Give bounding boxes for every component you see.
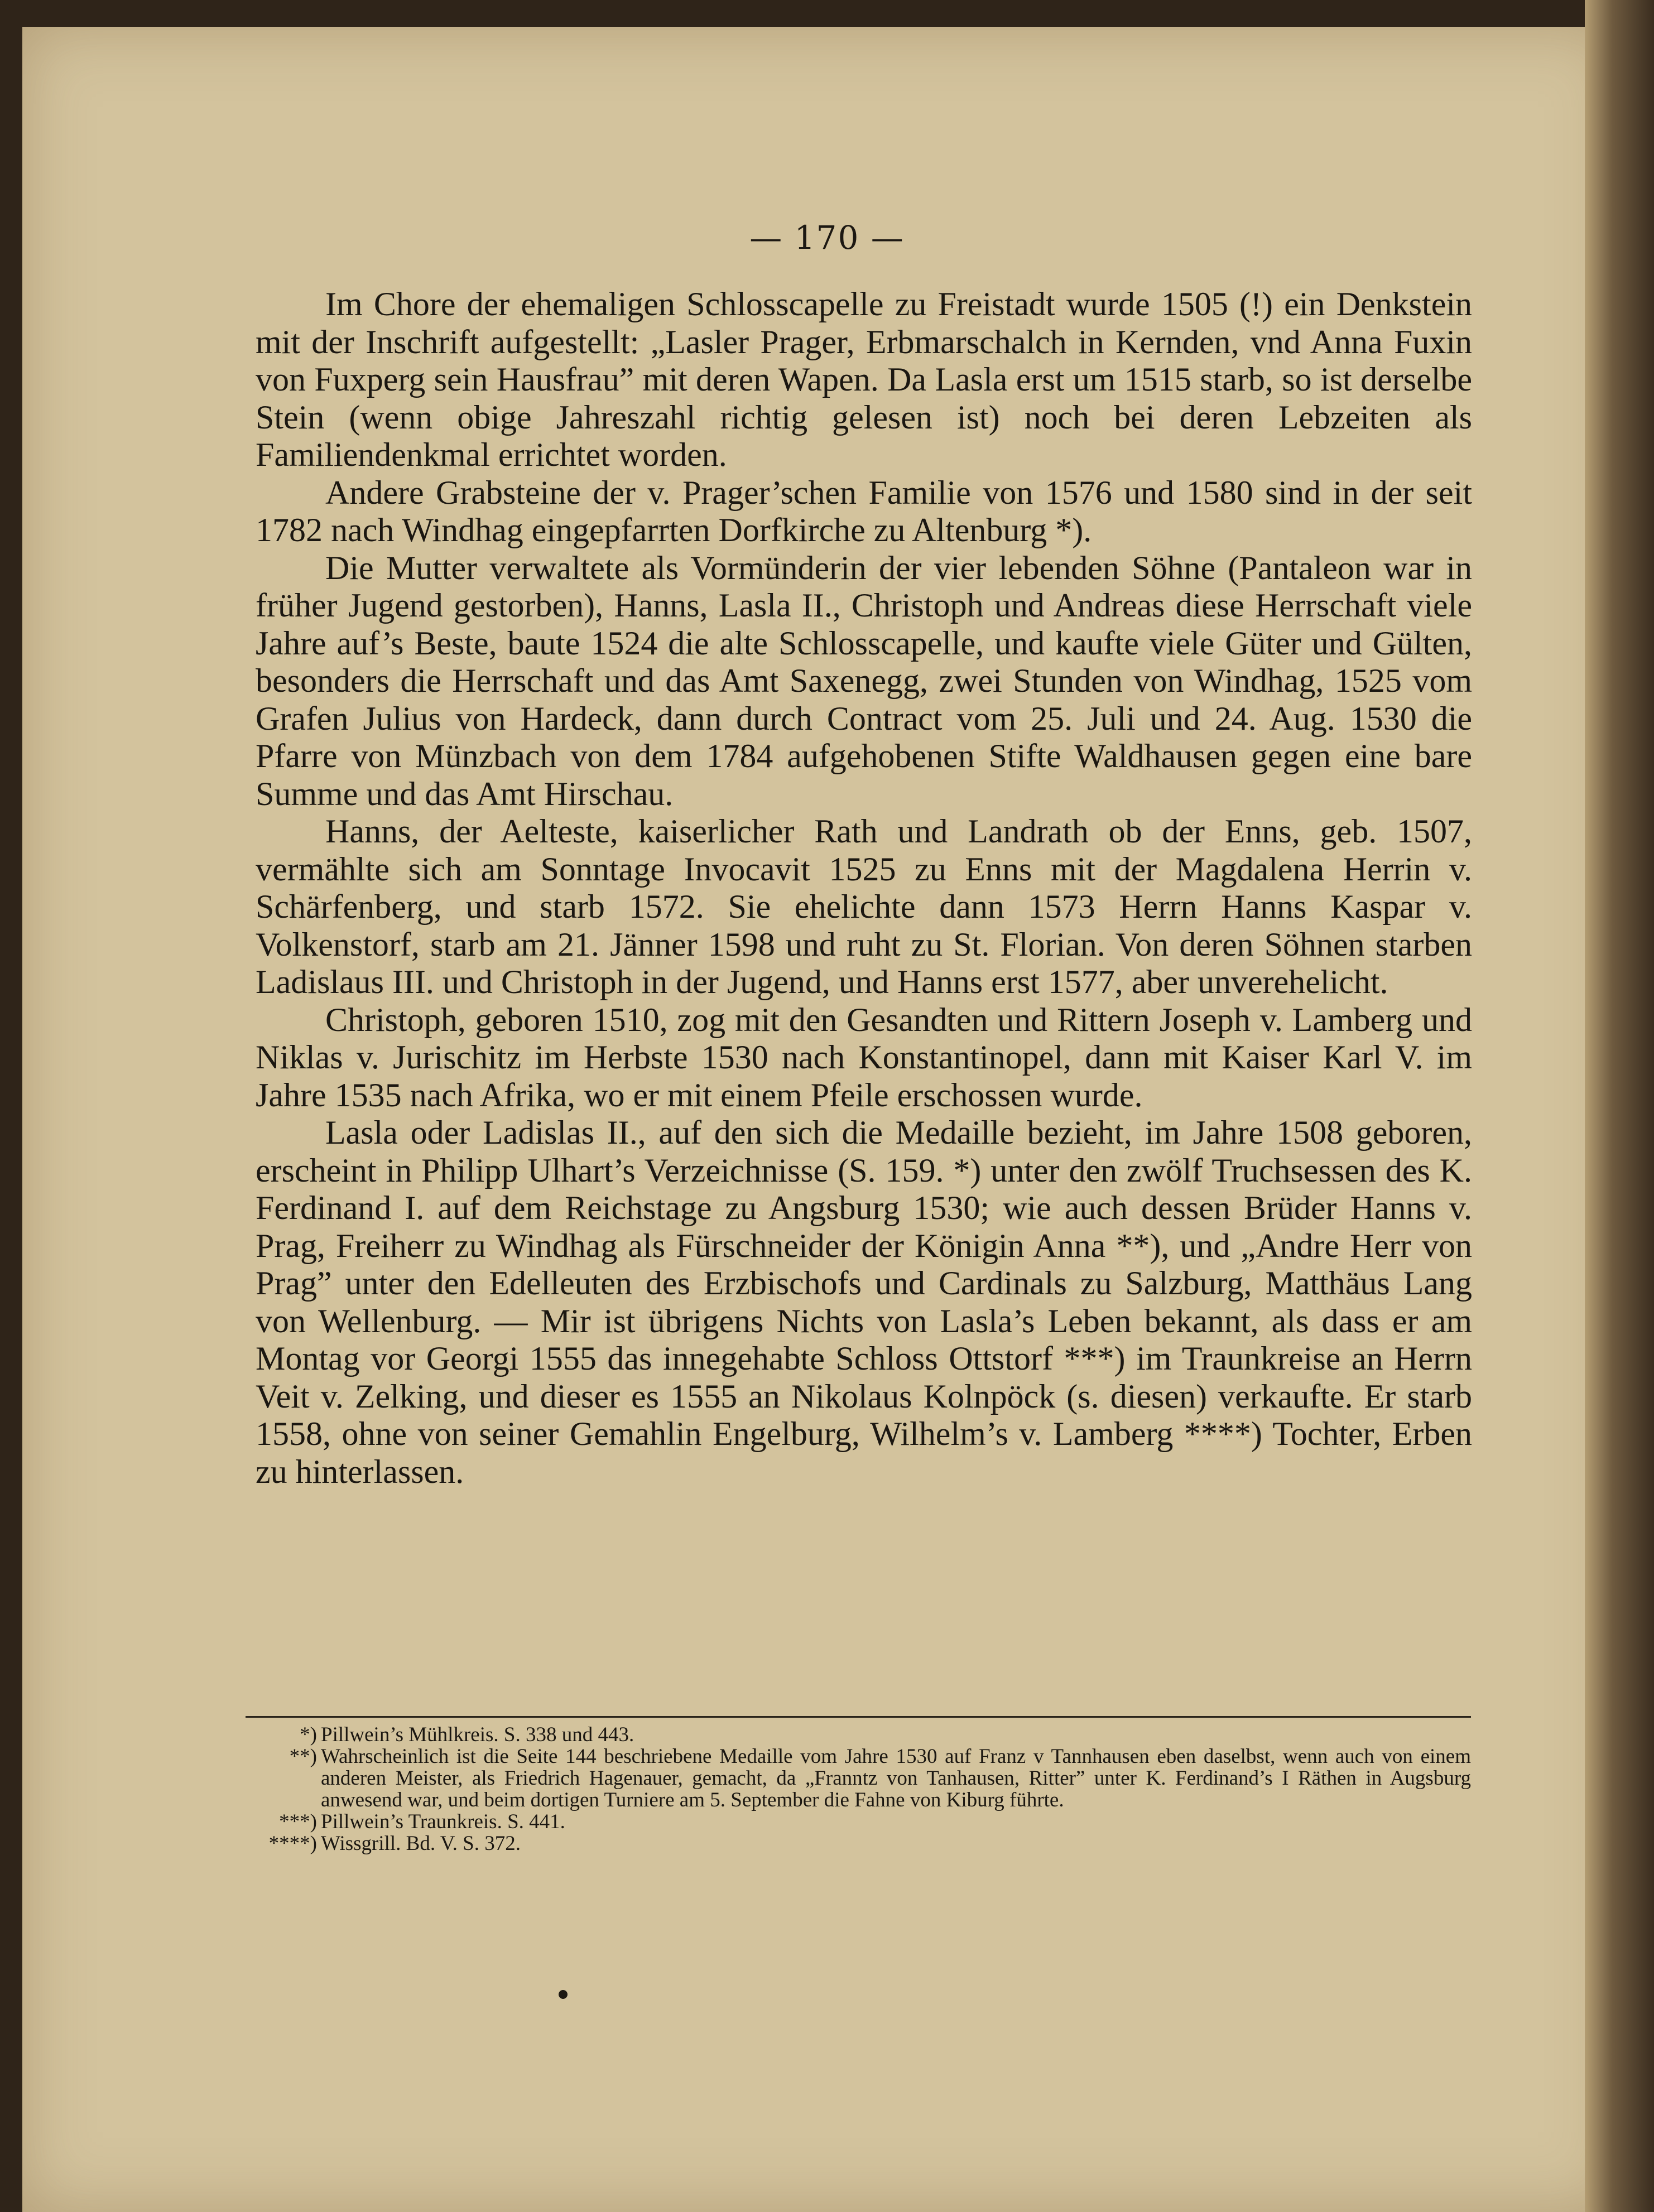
paragraph-1: Im Chore der ehemaligen Schlosscapelle zu Freistadt wurde 1505 (!) ein Denkstein mit der Inschrift aufgestellt: „Lasler Prager, Erbmarschalch in Kernden, vnd Anna Fuxin von Fuxperg sein Hausfrau” mit deren Wapen. Da Lasla erst um 1515 starb, so ist derselbe Stein (wenn obige Jahreszahl richtig gelesen ist) noch bei deren Lebzeiten als Familiendenkmal errichtet worden.: [256, 286, 1472, 473]
paragraph-3: Die Mutter verwaltete als Vormünderin der vier lebenden Söhne (Pantaleon war in früher Jugend gestorben), Hanns, Lasla II., Christoph und Andreas diese Herrschaft viele Jahre auf’s Beste, baute 1524 die alte Schlosscapelle, und kaufte viele Güter und Gülten, besonders die Herrschaft und das Amt Saxenegg, zwei Stunden von Windhag, 1525 vom Grafen Julius von Hardeck, dann durch Contract vom 25. Juli und 24. Aug. 1530 die Pfarre von Münzbach von dem 1784 aufgehobenen Stifte Waldhausen gegen eine bare Summe und das Amt Hirschau.: [256, 549, 1472, 812]
paragraph-4: Hanns, der Aelteste, kaiserlicher Rath und Landrath ob der Enns, geb. 1507, vermählte sich am Sonntage Invocavit 1525 zu Enns mit der Magdalena Herrin v. Schärfenberg, und starb 1572. Sie ehelichte dann 1573 Herrn Hanns Kaspar v. Volkenstorf, starb am 21. Jänner 1598 und ruht zu St. Florian. Von deren Söhnen starben Ladislaus III. und Christoph in der Jugend, und Hanns erst 1577, aber unverehelicht.: [256, 813, 1472, 1000]
footnote-text: Wissgrill. Bd. V. S. 372.: [321, 1832, 521, 1855]
footnote-4: [246, 1833, 1471, 1854]
footnote-text: Pillwein’s Mühlkreis. S. 338 und 443.: [321, 1723, 634, 1746]
footnote-1: [246, 1724, 1471, 1746]
footnote-mark: *): [300, 1723, 317, 1746]
paragraph-6: Lasla oder Ladislas II., auf den sich die Medaille bezieht, im Jahre 1508 geboren, erscheint in Philipp Ulhart’s Verzeichnisse (S. 159. *) unter den zwölf Truchsessen des K. Ferdinand I. auf dem Reichstage zu Angsburg 1530; wie auch dessen Brüder Hanns v. Prag, Freiherr zu Windhag als Fürschneider der Königin Anna **), und „Andre Herr von Prag” unter den Edelleuten des Erzbischofs und Cardinals zu Salzburg, Matthäus Lang von Wellenburg. — Mir ist übrigens Nichts von Lasla’s Leben bekannt, als dass er am Montag vor Georgi 1555 das innegehabte Schloss Ottstorf ***) im Traunkreise an Herrn Veit v. Zelking, und dieser es 1555 an Nikolaus Kolnpöck (s. diesen) verkaufte. Er starb 1558, ohne von seiner Gemahlin Engelburg, Wilhelm’s v. Lamberg ****) Tochter, Erben zu hinterlassen.: [256, 1114, 1472, 1490]
footnote-mark: **): [289, 1745, 317, 1768]
page-number: — 170 —: [749, 219, 905, 257]
footnote-text: Pillwein’s Traunkreis. S. 441.: [321, 1810, 565, 1833]
book-binding-edge: [1585, 0, 1654, 2212]
ink-dot: [559, 1990, 568, 1999]
footnote-mark: ****): [268, 1832, 317, 1855]
footnote-2: [246, 1746, 1471, 1811]
footnotes: [246, 1724, 1471, 1854]
footnote-text: Wahrscheinlich ist die Seite 144 beschriebene Medaille vom Jahre 1530 auf Franz v Tannhausen eben daselbst, wenn auch von einem anderen Meister, als Friedrich Hagenauer, gemacht, da „Franntz von Tanhausen, Ritter” unter K. Ferdinand’s I Räthen in Augsburg anwesend war, und beim dortigen Turniere am 5. September die Fahne von Kiburg führte.: [321, 1745, 1471, 1811]
paragraph-2: Andere Grabsteine der v. Prager’schen Familie von 1576 und 1580 sind in der seit 1782 nach Windhag eingepfarrten Dorfkirche zu Altenburg *).: [256, 474, 1472, 548]
footnote-3: [246, 1811, 1471, 1833]
footnote-divider: [246, 1716, 1471, 1718]
paragraph-5: Christoph, geboren 1510, zog mit den Gesandten und Rittern Joseph v. Lamberg und Niklas v. Jurischitz im Herbste 1530 nach Konstantinopel, dann mit Kaiser Karl V. im Jahre 1535 nach Afrika, wo er mit einem Pfeile erschossen wurde.: [256, 1001, 1472, 1114]
footnote-mark: ***): [279, 1810, 317, 1833]
body-text: [256, 286, 1472, 1491]
